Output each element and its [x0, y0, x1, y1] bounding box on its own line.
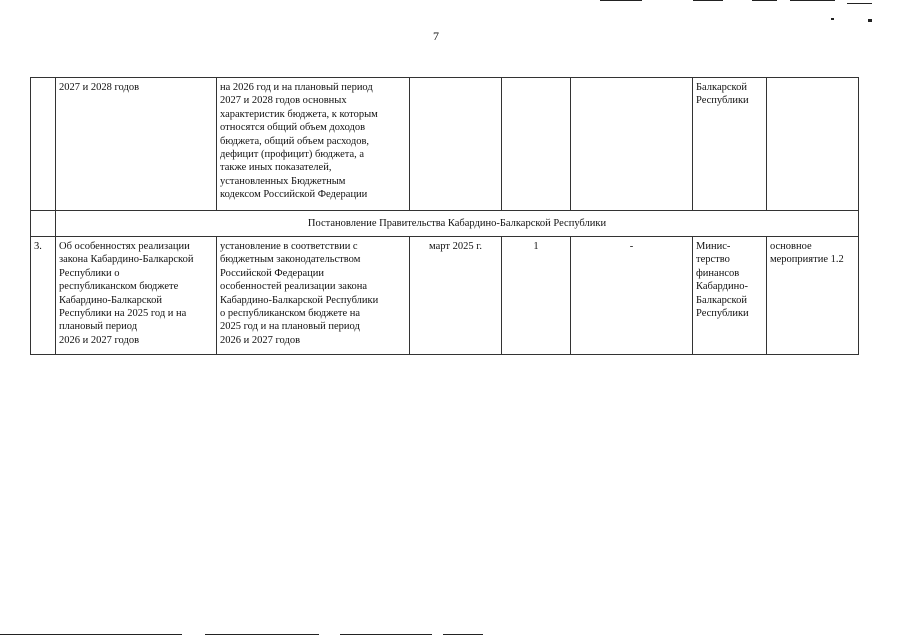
count-cell — [502, 78, 571, 211]
scan-mark — [847, 3, 872, 4]
scan-dot — [868, 19, 872, 22]
row-number: 3. — [31, 237, 56, 355]
scan-mark — [790, 0, 835, 1]
table-row — [31, 237, 859, 355]
measure-content: установление в соответствии с бюджетным законодательством Российской Федерации особенностей реализации закона Кабардино-Балкарской Республики о республиканском бюджете на 2025 год и на плановый период 2026 и 2027 годов — [217, 237, 410, 355]
count-cell: 1 — [502, 237, 571, 355]
table-row — [31, 78, 859, 211]
footer-rule — [205, 634, 319, 635]
document-table — [30, 77, 859, 355]
scan-dot — [831, 18, 834, 20]
term-cell: март 2025 г. — [410, 237, 502, 355]
responsible-cell: Минис- терство финансов Кабардино- Балкарской Республики — [693, 237, 767, 355]
term-cell — [410, 78, 502, 211]
row-number — [31, 78, 56, 211]
scan-mark — [693, 0, 723, 1]
section-number — [31, 211, 56, 237]
footer-rule — [340, 634, 432, 635]
value-cell: - — [571, 237, 693, 355]
scan-mark — [600, 0, 642, 1]
page-number: 7 — [433, 29, 439, 43]
scan-mark — [752, 0, 777, 1]
section-row — [31, 211, 859, 237]
value-cell — [571, 78, 693, 211]
section-title: Постановление Правительства Кабардино-Балкарской Республики — [56, 211, 859, 237]
footer-rule — [443, 634, 483, 635]
measure-content: на 2026 год и на плановый период 2027 и 2028 годов основных характеристик бюджета, к которым относятся общий объем доходов бюджета, общий объем расходов, дефицит (профицит) бюджета, а также иных показателей, установленных Бюджетным кодексом Российской Федерации — [217, 78, 410, 211]
responsible-cell: Балкарской Республики — [693, 78, 767, 211]
measure-name: Об особенностях реализации закона Кабардино-Балкарской Республики о республиканском бюджете Кабардино-Балкарской Республики на 2025 год и на плановый период 2026 и 2027 годов — [56, 237, 217, 355]
measure-name: 2027 и 2028 годов — [56, 78, 217, 211]
measure-ref-cell: основное мероприятие 1.2 — [767, 237, 859, 355]
footer-rule — [0, 634, 182, 635]
measure-ref-cell — [767, 78, 859, 211]
